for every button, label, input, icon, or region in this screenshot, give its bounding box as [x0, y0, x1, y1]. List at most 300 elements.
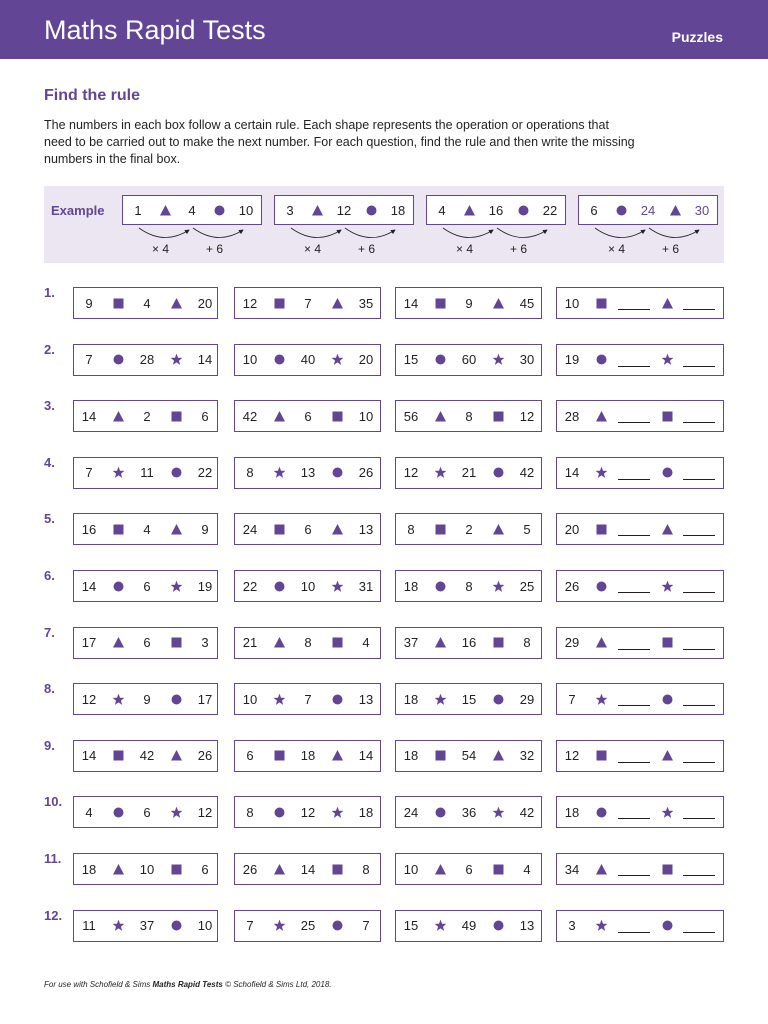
operation-shape	[432, 288, 448, 318]
answer-line	[683, 875, 715, 876]
operation-shape	[432, 514, 448, 544]
answer-line	[618, 535, 650, 536]
question-number: 10.	[44, 794, 63, 810]
star-icon	[331, 806, 344, 819]
operation-shape	[490, 571, 506, 601]
sequence-number: 17	[81, 635, 97, 651]
example-number: 30	[694, 202, 710, 218]
triangle-icon	[434, 410, 447, 423]
answer-blank[interactable]	[683, 514, 715, 544]
star-icon	[492, 806, 505, 819]
answer-blank[interactable]	[618, 741, 650, 771]
operation-shape	[432, 684, 448, 714]
intro-line: numbers in the final box.	[44, 152, 181, 166]
sequence-number: 8	[465, 578, 473, 594]
sequence-number: 24	[242, 521, 258, 537]
sequence-number: 60	[461, 352, 477, 368]
answer-line	[618, 705, 650, 706]
sequence-box	[234, 400, 381, 432]
operation-shape	[659, 288, 675, 318]
circle-icon	[273, 806, 286, 819]
circle-icon	[273, 580, 286, 593]
answer-blank[interactable]	[618, 571, 650, 601]
square-icon	[331, 863, 344, 876]
circle-icon	[434, 353, 447, 366]
square-icon	[112, 297, 125, 310]
star-icon	[112, 919, 125, 932]
sequence-box	[234, 513, 381, 545]
operation-shape	[593, 911, 609, 941]
example-number: 3	[286, 202, 294, 218]
answer-box[interactable]	[556, 853, 724, 885]
sequence-box	[395, 400, 542, 432]
star-icon	[112, 466, 125, 479]
sequence-number: 12	[300, 804, 316, 820]
operation-shape	[659, 401, 675, 431]
sequence-box	[73, 796, 218, 828]
sequence-number: 13	[300, 465, 316, 481]
sequence-number: 4	[143, 521, 151, 537]
answer-box[interactable]	[556, 457, 724, 489]
square-icon	[661, 410, 674, 423]
sequence-number: 18	[403, 748, 419, 764]
question-number: 6.	[44, 568, 55, 583]
answer-blank[interactable]	[618, 854, 650, 884]
operation-shape	[271, 684, 287, 714]
operation-shape	[110, 684, 126, 714]
sequence-box	[234, 683, 381, 715]
intro-line: The numbers in each box follow a certain rule. Each shape represents the operation or operations that	[44, 118, 609, 132]
circle-icon	[492, 693, 505, 706]
footer-copyright: © Schofield & Sims Ltd, 2018.	[222, 980, 332, 989]
answer-line	[618, 932, 650, 933]
sequence-number: 18	[403, 691, 419, 707]
sequence-number: 15	[403, 918, 419, 934]
sequence-number: 12	[197, 804, 213, 820]
operation-shape	[329, 401, 345, 431]
sequence-number: 14	[81, 748, 97, 764]
operation-shape	[110, 741, 126, 771]
star-icon	[273, 466, 286, 479]
sequence-number: 28	[139, 352, 155, 368]
sequence-number: 9	[465, 295, 473, 311]
operation-shape	[110, 911, 126, 941]
operation-shape	[271, 458, 287, 488]
heading: Find the rule	[44, 87, 140, 104]
page-title: Maths Rapid Tests	[44, 15, 266, 45]
sequence-box	[234, 910, 381, 942]
operation-shape	[593, 684, 609, 714]
sequence-number: 35	[358, 295, 374, 311]
answer-blank[interactable]	[683, 684, 715, 714]
question-number: 1.	[44, 285, 55, 300]
answer-line	[618, 649, 650, 650]
sequence-box	[73, 627, 218, 659]
sequence-number: 29	[519, 691, 535, 707]
circle-icon	[273, 353, 286, 366]
sequence-number: 4	[85, 804, 93, 820]
sequence-number: 20	[197, 295, 213, 311]
operation-shape	[110, 458, 126, 488]
question-number: 12.	[44, 907, 63, 923]
sequence-box	[73, 400, 218, 432]
square-icon	[170, 636, 183, 649]
square-icon	[434, 523, 447, 536]
star-icon	[112, 693, 125, 706]
example-operation-label: + 6	[662, 242, 680, 256]
sequence-number: 37	[403, 635, 419, 651]
star-icon	[170, 580, 183, 593]
sequence-number: 10	[139, 861, 155, 877]
sequence-number: 10	[358, 408, 374, 424]
sequence-number: 6	[201, 408, 209, 424]
example-number: 4	[188, 202, 196, 218]
sequence-number: 8	[362, 861, 370, 877]
operation-shape	[271, 911, 287, 941]
operation-shape	[593, 741, 609, 771]
sequence-number: 49	[461, 918, 477, 934]
star-icon	[434, 693, 447, 706]
intro-line: need to be carried out to make the next number. For each question, find the rule and then write the missing	[44, 135, 635, 149]
answer-blank[interactable]	[683, 911, 715, 941]
sequence-number: 21	[242, 635, 258, 651]
triangle-icon	[661, 297, 674, 310]
answer-blank[interactable]	[618, 797, 650, 827]
sequence-number: 12	[564, 748, 580, 764]
circle-icon	[492, 919, 505, 932]
example-arrow	[291, 228, 341, 238]
answer-line	[618, 422, 650, 423]
operation-shape	[168, 571, 184, 601]
triangle-icon	[170, 749, 183, 762]
sequence-number: 22	[197, 465, 213, 481]
triangle-icon	[492, 749, 505, 762]
operation-shape	[490, 401, 506, 431]
sequence-number: 11	[140, 465, 154, 481]
operation-shape	[168, 458, 184, 488]
triangle-icon	[170, 297, 183, 310]
answer-line	[683, 818, 715, 819]
sequence-number: 8	[465, 408, 473, 424]
sequence-number: 6	[246, 748, 254, 764]
answer-box[interactable]	[556, 400, 724, 432]
answer-blank[interactable]	[618, 458, 650, 488]
operation-shape	[593, 458, 609, 488]
triangle-icon	[434, 636, 447, 649]
triangle-icon	[273, 410, 286, 423]
sequence-number: 6	[304, 521, 312, 537]
sequence-number: 37	[139, 918, 155, 934]
sequence-number: 36	[461, 804, 477, 820]
operation-shape	[329, 345, 345, 375]
sequence-number: 6	[304, 408, 312, 424]
circle-icon	[492, 466, 505, 479]
circle-icon	[661, 693, 674, 706]
sequence-number: 28	[564, 408, 580, 424]
star-icon	[595, 693, 608, 706]
square-icon	[112, 749, 125, 762]
operation-shape	[593, 345, 609, 375]
answer-blank[interactable]	[618, 345, 650, 375]
operation-shape	[593, 571, 609, 601]
sequence-number: 42	[242, 408, 258, 424]
operation-shape	[329, 458, 345, 488]
operation-shape	[432, 911, 448, 941]
sequence-number: 12	[242, 295, 258, 311]
answer-blank[interactable]	[683, 854, 715, 884]
answer-line	[683, 762, 715, 763]
sequence-number: 4	[523, 861, 531, 877]
operation-shape	[659, 458, 675, 488]
operation-shape	[593, 854, 609, 884]
sequence-number: 4	[143, 295, 151, 311]
sequence-number: 8	[407, 521, 415, 537]
operation-shape	[490, 288, 506, 318]
example-arrow	[193, 228, 243, 238]
operation-shape	[168, 628, 184, 658]
sequence-number: 12	[81, 691, 97, 707]
sequence-number: 18	[403, 578, 419, 594]
section-label: Puzzles	[671, 29, 723, 45]
sequence-box	[395, 683, 542, 715]
sequence-number: 10	[564, 295, 580, 311]
sequence-number: 8	[246, 804, 254, 820]
operation-shape	[168, 345, 184, 375]
sequence-number: 6	[201, 861, 209, 877]
sequence-number: 32	[519, 748, 535, 764]
square-icon	[273, 297, 286, 310]
sequence-number: 10	[403, 861, 419, 877]
star-icon	[273, 919, 286, 932]
operation-shape	[593, 514, 609, 544]
sequence-number: 14	[403, 295, 419, 311]
operation-shape	[168, 911, 184, 941]
sequence-number: 7	[568, 691, 576, 707]
triangle-icon	[331, 523, 344, 536]
operation-shape	[432, 345, 448, 375]
example-number: 24	[640, 202, 656, 218]
sequence-box	[395, 853, 542, 885]
sequence-number: 25	[300, 918, 316, 934]
footer-prefix: For use with Schofield & Sims	[44, 980, 153, 989]
sequence-number: 34	[564, 861, 580, 877]
triangle-icon	[595, 410, 608, 423]
sequence-number: 15	[403, 352, 419, 368]
square-icon	[595, 523, 608, 536]
example-operation-label: + 6	[510, 242, 528, 256]
operation-shape	[432, 854, 448, 884]
answer-blank[interactable]	[683, 288, 715, 318]
answer-blank[interactable]	[683, 797, 715, 827]
sequence-number: 42	[519, 465, 535, 481]
operation-shape	[110, 401, 126, 431]
operation-shape	[659, 741, 675, 771]
operation-shape	[271, 741, 287, 771]
answer-box[interactable]	[556, 796, 724, 828]
answer-box[interactable]	[556, 910, 724, 942]
operation-shape	[490, 628, 506, 658]
operation-shape	[271, 571, 287, 601]
sequence-number: 16	[81, 521, 97, 537]
sequence-box	[234, 344, 381, 376]
star-icon	[595, 919, 608, 932]
circle-icon	[170, 466, 183, 479]
star-icon	[331, 353, 344, 366]
sequence-number: 10	[242, 691, 258, 707]
triangle-icon	[273, 636, 286, 649]
sequence-number: 7	[304, 691, 312, 707]
answer-box[interactable]	[556, 287, 724, 319]
sequence-box	[395, 796, 542, 828]
sequence-box	[395, 627, 542, 659]
answer-blank[interactable]	[683, 571, 715, 601]
operation-shape	[110, 628, 126, 658]
answer-blank[interactable]	[618, 401, 650, 431]
circle-icon	[170, 693, 183, 706]
sequence-box	[234, 570, 381, 602]
question-number: 8.	[44, 681, 55, 697]
operation-shape	[329, 854, 345, 884]
answer-box[interactable]	[556, 683, 724, 715]
square-icon	[492, 410, 505, 423]
operation-shape	[329, 288, 345, 318]
answer-blank[interactable]	[618, 911, 650, 941]
question-number: 4.	[44, 454, 55, 470]
circle-icon	[170, 919, 183, 932]
square-icon	[112, 523, 125, 536]
answer-box[interactable]	[556, 570, 724, 602]
answer-blank[interactable]	[683, 401, 715, 431]
answer-line	[683, 649, 715, 650]
star-icon	[331, 580, 344, 593]
sequence-number: 54	[461, 748, 477, 764]
square-icon	[595, 749, 608, 762]
question-number: 2.	[44, 341, 55, 357]
answer-blank[interactable]	[683, 628, 715, 658]
star-icon	[273, 693, 286, 706]
circle-icon	[112, 580, 125, 593]
sequence-number: 25	[519, 578, 535, 594]
answer-blank[interactable]	[683, 458, 715, 488]
sequence-number: 18	[81, 861, 97, 877]
sequence-number: 8	[246, 465, 254, 481]
operation-shape	[593, 401, 609, 431]
sequence-number: 14	[358, 748, 374, 764]
example-arrow	[649, 228, 699, 238]
sequence-number: 3	[568, 918, 576, 934]
answer-blank[interactable]	[618, 628, 650, 658]
sequence-number: 14	[197, 352, 213, 368]
answer-line	[618, 762, 650, 763]
sequence-box	[395, 457, 542, 489]
example-label: Example	[51, 203, 105, 218]
circle-icon	[434, 806, 447, 819]
operation-shape	[329, 628, 345, 658]
answer-blank[interactable]	[618, 288, 650, 318]
answer-blank[interactable]	[683, 345, 715, 375]
answer-line	[618, 366, 650, 367]
question-number: 3.	[44, 398, 55, 414]
operation-shape	[432, 458, 448, 488]
operation-shape	[659, 628, 675, 658]
sequence-number: 6	[143, 635, 151, 651]
answer-box[interactable]	[556, 740, 724, 772]
operation-shape	[659, 854, 675, 884]
circle-icon	[595, 806, 608, 819]
sequence-number: 26	[358, 465, 374, 481]
operation-shape	[659, 797, 675, 827]
square-icon	[595, 297, 608, 310]
triangle-icon	[661, 523, 674, 536]
sequence-number: 10	[300, 578, 316, 594]
sequence-number: 42	[519, 804, 535, 820]
triangle-icon	[595, 863, 608, 876]
sequence-number: 24	[403, 804, 419, 820]
question-number: 7.	[44, 624, 55, 640]
square-icon	[170, 863, 183, 876]
operation-shape	[329, 797, 345, 827]
answer-box[interactable]	[556, 513, 724, 545]
triangle-icon	[331, 297, 344, 310]
square-icon	[331, 636, 344, 649]
sequence-box	[234, 287, 381, 319]
operation-shape	[432, 401, 448, 431]
sequence-number: 18	[564, 804, 580, 820]
example-number: 22	[542, 202, 558, 218]
sequence-box	[395, 513, 542, 545]
sequence-number: 13	[519, 918, 535, 934]
circle-icon	[434, 580, 447, 593]
answer-blank[interactable]	[683, 741, 715, 771]
triangle-icon	[331, 749, 344, 762]
answer-box[interactable]	[556, 627, 724, 659]
triangle-icon	[661, 749, 674, 762]
operation-shape	[168, 797, 184, 827]
answer-line	[683, 932, 715, 933]
operation-shape	[110, 854, 126, 884]
star-icon	[492, 353, 505, 366]
sequence-number: 14	[81, 408, 97, 424]
answer-line	[683, 535, 715, 536]
sequence-box	[73, 683, 218, 715]
answer-blank[interactable]	[618, 514, 650, 544]
square-icon	[492, 863, 505, 876]
sequence-number: 11	[82, 918, 96, 934]
square-icon	[434, 297, 447, 310]
circle-icon	[331, 693, 344, 706]
sequence-box	[395, 910, 542, 942]
sequence-number: 19	[197, 578, 213, 594]
sequence-number: 7	[362, 918, 370, 934]
square-icon	[331, 410, 344, 423]
operation-shape	[490, 797, 506, 827]
star-icon	[661, 806, 674, 819]
sequence-box	[73, 344, 218, 376]
answer-blank[interactable]	[618, 684, 650, 714]
sequence-box	[73, 853, 218, 885]
example-operation-label: × 4	[608, 242, 626, 256]
operation-shape	[593, 288, 609, 318]
answer-box[interactable]	[556, 344, 724, 376]
example-number: 16	[488, 202, 504, 218]
sequence-number: 31	[358, 578, 374, 594]
square-icon	[434, 749, 447, 762]
sequence-number: 14	[81, 578, 97, 594]
operation-shape	[490, 345, 506, 375]
example-number: 4	[438, 202, 446, 218]
sequence-number: 8	[523, 635, 531, 651]
operation-shape	[168, 288, 184, 318]
